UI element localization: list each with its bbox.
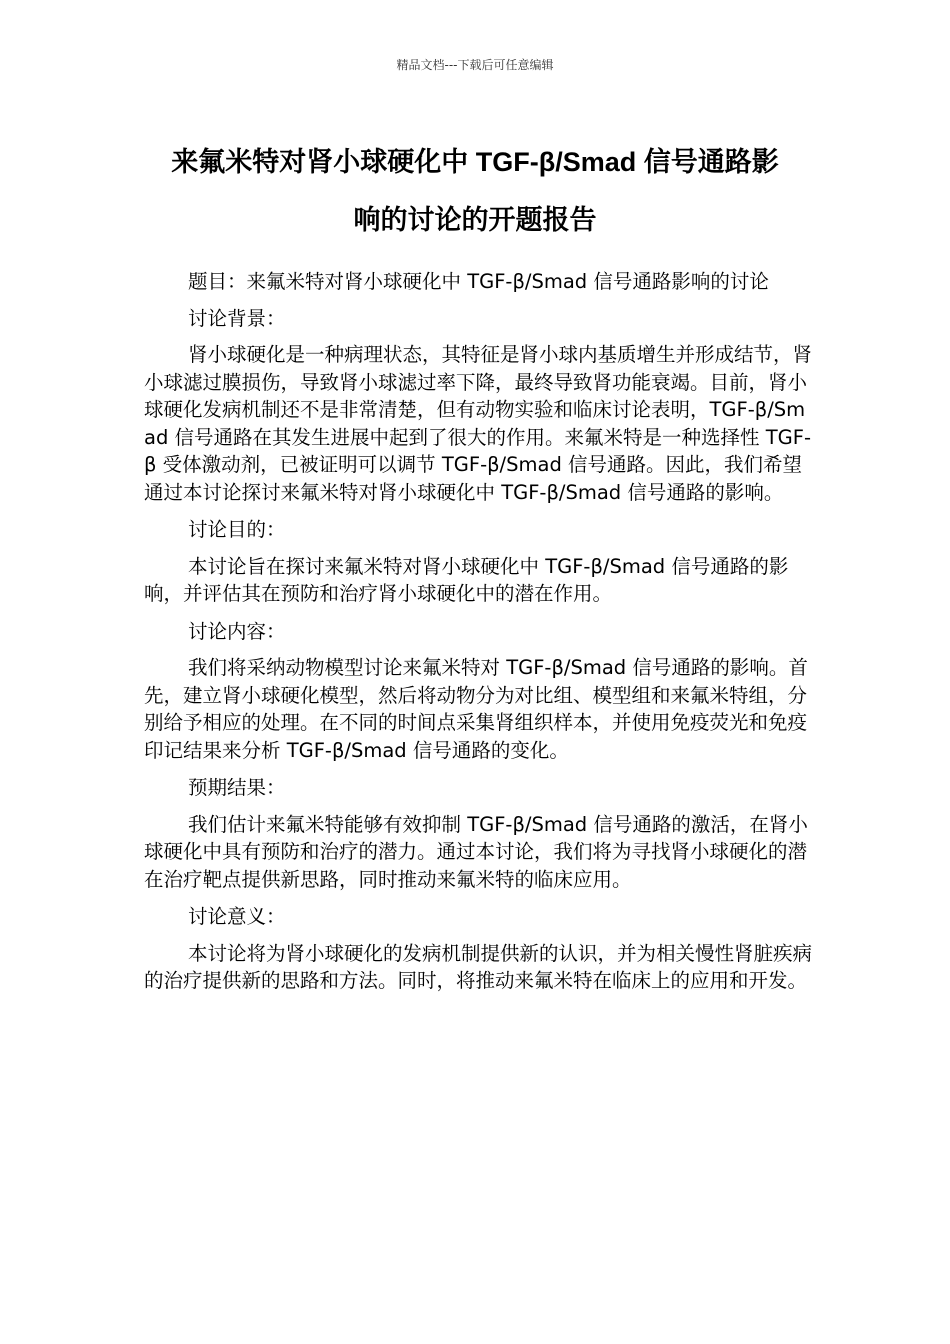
- header-note: 精品文档---下载后可任意编辑: [396, 58, 554, 72]
- topic-paragraph: 题目：来氟米特对肾小球硬化中 TGF-β/Smad 信号通路影响的讨论: [188, 270, 769, 293]
- document-body: [144, 268, 814, 1005]
- section-heading-expected: 预期结果：: [188, 776, 286, 799]
- expected-paragraph: 我们估计来氟米特能够有效抑制 TGF-β/Smad 信号通路的激活，在肾小球硬化中具有预防和治疗的潜力。通过本讨论，我们将为寻找肾小球硬化的潜在治疗靶点提供新思路，同时推动来氟米特的临床应用。: [144, 812, 808, 891]
- significance-paragraph: 本讨论将为肾小球硬化的发病机制提供新的认识，并为相关慢性肾脏疾病的治疗提供新的思路和方法。同时，将推动来氟米特在临床上的应用和开发。: [144, 941, 813, 992]
- background-paragraph: 肾小球硬化是一种病理状态，其特征是肾小球内基质增生并形成结节，肾小球滤过膜损伤，导致肾小球滤过率下降，最终导致肾功能衰竭。目前，肾小球硬化发病机制还不是非常清楚，但有动物实验和临床讨论表明，TGF-β/Smad 信号通路在其发生进展中起到了很大的作用。来氟米特是一种选择性 TGF-β 受体激动剂，已被证明可以调节 TGF-β/Smad 信号通路。因此，我们希望通过本讨论探讨来氟米特对肾小球硬化中 TGF-β/Smad 信号通路的影响。: [144, 343, 813, 504]
- content-paragraph: 我们将采纳动物模型讨论来氟米特对 TGF-β/Smad 信号通路的影响。首先，建立肾小球硬化模型，然后将动物分为对比组、模型组和来氟米特组，分别给予相应的处理。在不同的时间点采集肾组织样本，并使用免疫荧光和免疫印记结果来分析 TGF-β/Smad 信号通路的变化。: [144, 656, 808, 762]
- title-line-1: 来氟米特对肾小球硬化中 TGF-β/Smad 信号通路影: [171, 147, 779, 177]
- section-heading-significance: 讨论意义：: [188, 905, 286, 928]
- title-line-2: 响的讨论的开题报告: [353, 205, 597, 235]
- section-heading-background: 讨论背景：: [188, 306, 286, 330]
- document-title: [140, 133, 810, 249]
- section-heading-purpose: 讨论目的：: [188, 518, 286, 541]
- section-heading-content: 讨论内容：: [188, 619, 286, 643]
- purpose-paragraph: 本讨论旨在探讨来氟米特对肾小球硬化中 TGF-β/Smad 信号通路的影响，并评估其在预防和治疗肾小球硬化中的潜在作用。: [144, 554, 789, 605]
